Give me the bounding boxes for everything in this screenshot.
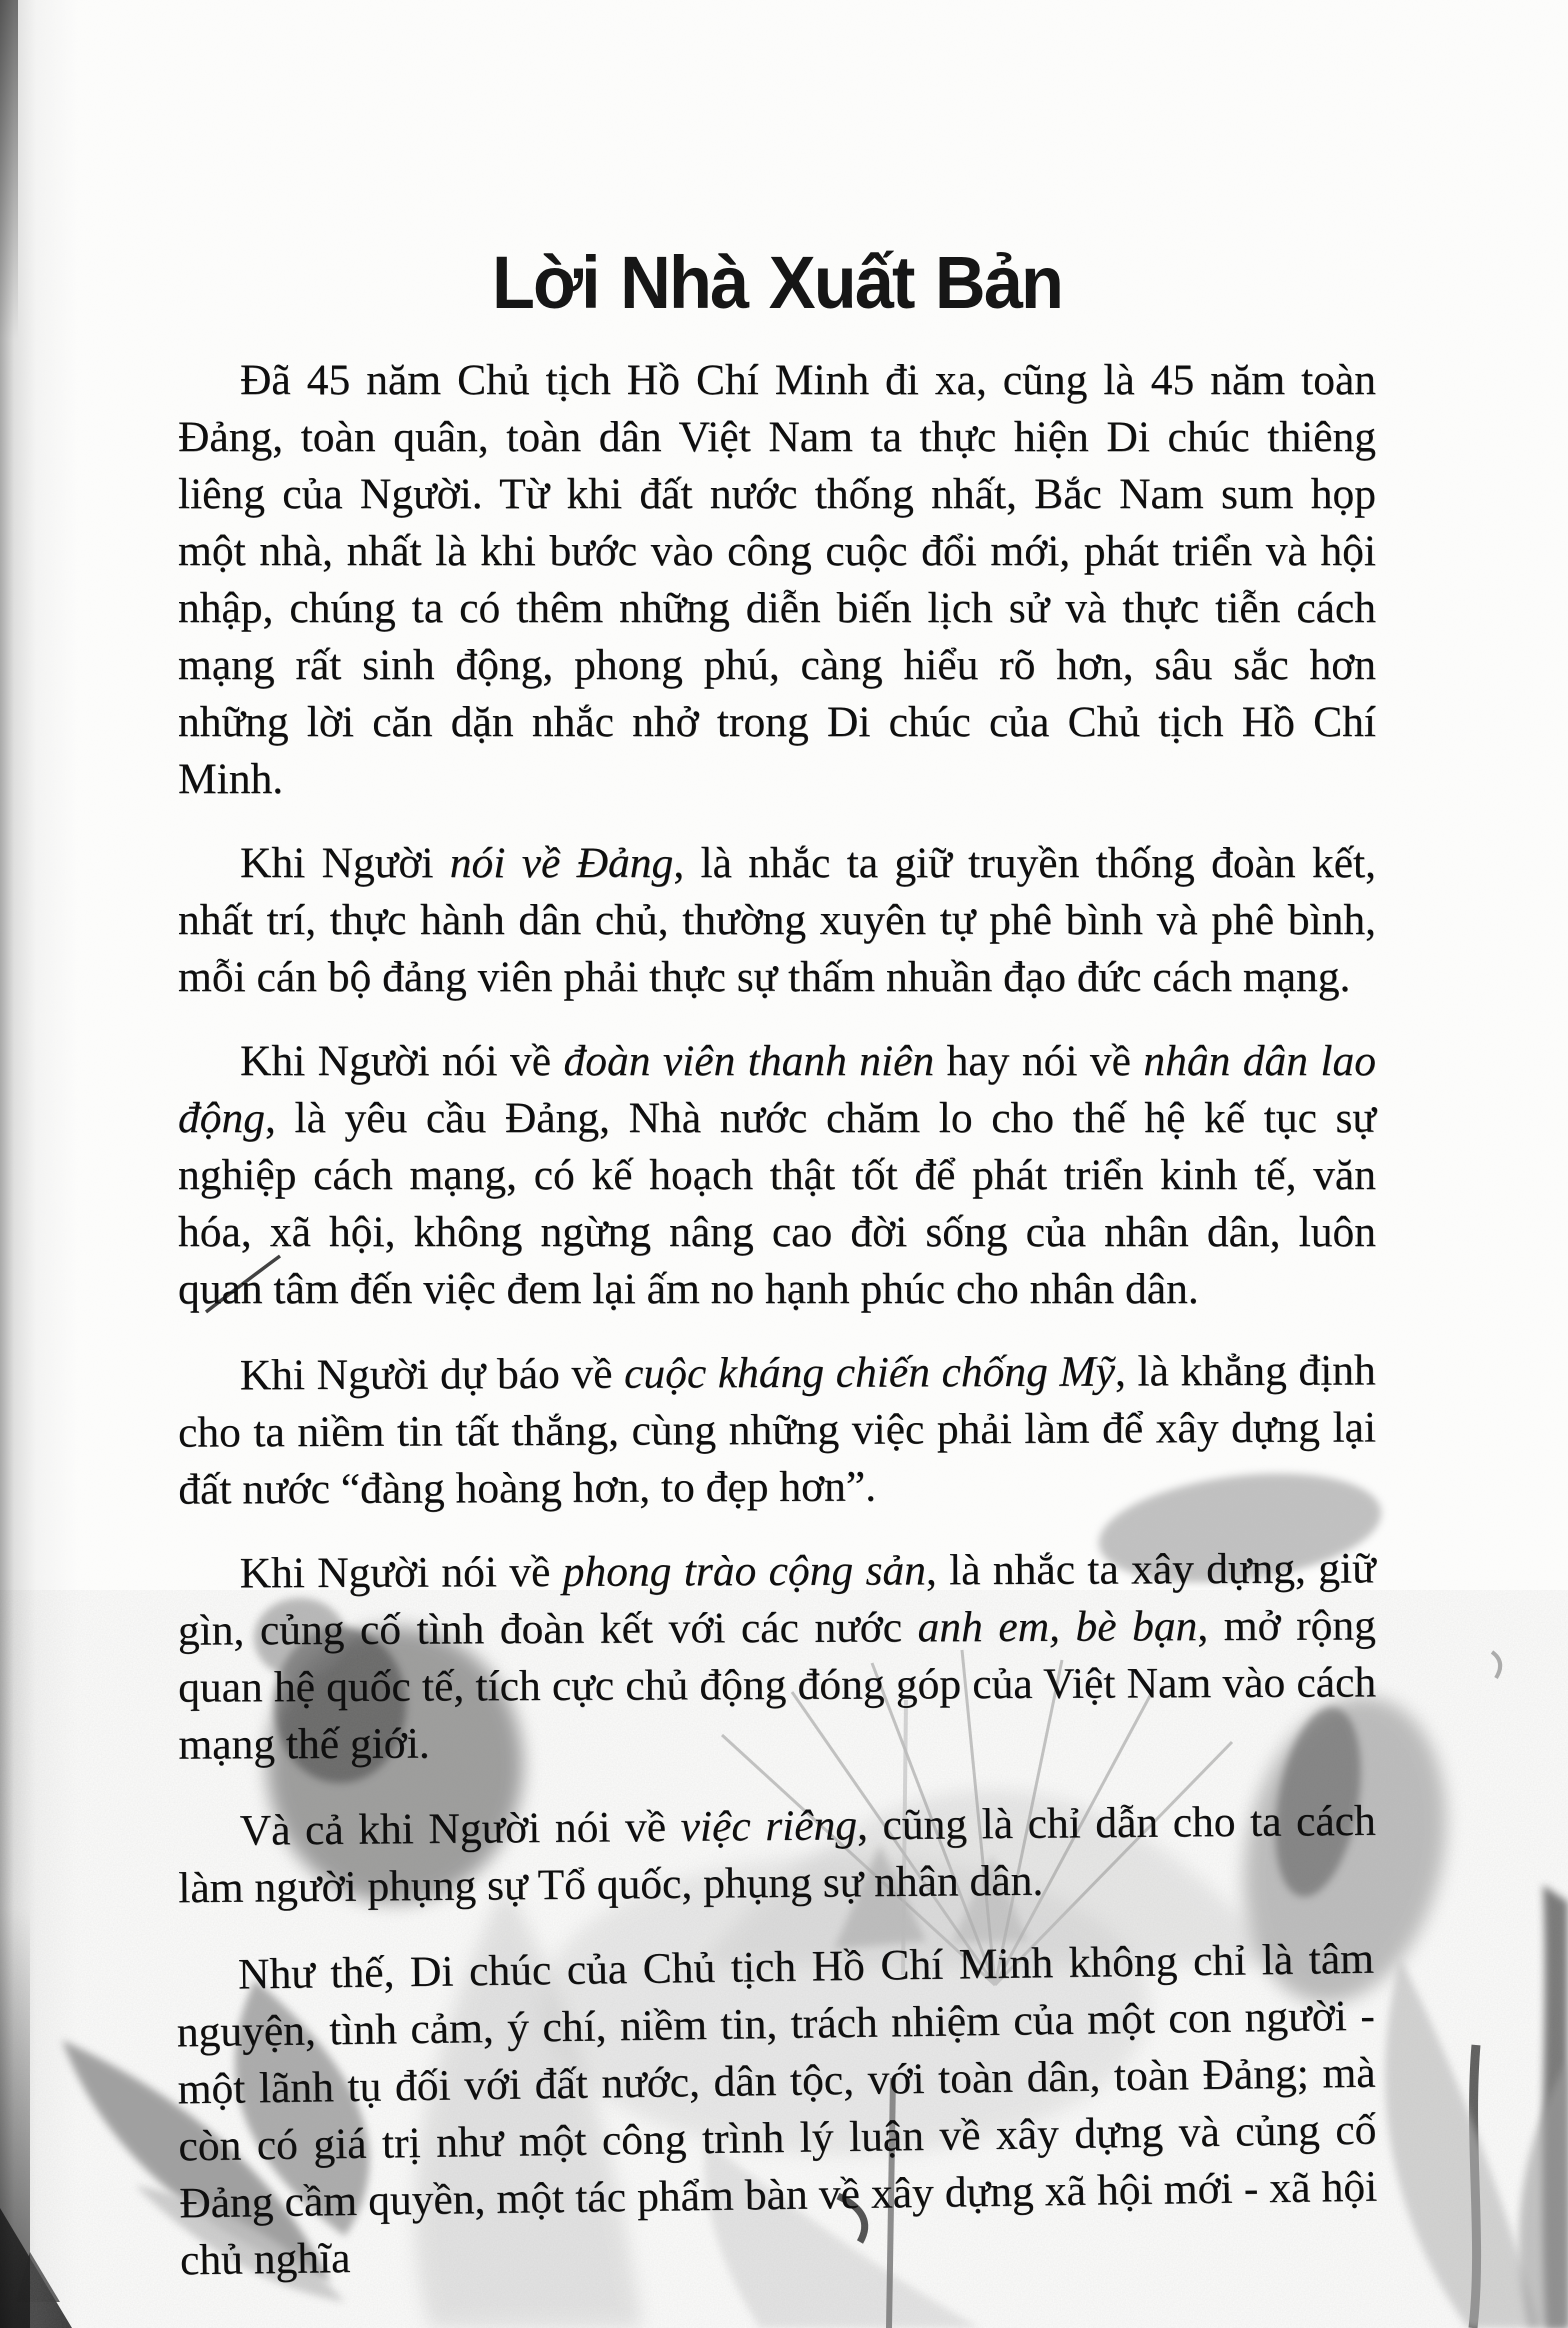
paragraph-5 [178,1540,1377,1773]
paragraph-text: Khi Người dự báo về [239,1349,625,1400]
paragraph-text: Như thế, Di chúc của Chủ tịch Hồ Chí Minh không chỉ là tâm nguyện, tình cảm, ý chí, niềm tin, trách nhiệm của một con người - một lãnh tụ đối với đất nước, dân tộc, với toàn dân, toàn Đảng; mà còn có giá trị như một công trình lý luận về xây dựng và củng cố Đảng cầm quyền, một tác phẩm bàn về xây dựng xã hội mới - xã hội chủ nghĩa [176,1934,1378,2285]
paragraph-7 [176,1931,1379,2290]
paragraph-text: Và cả khi Người nói về [239,1802,681,1855]
paragraph-text: , là nhắc ta xây dựng, giữ gìn, củng cố tình đoàn kết với các nước [177,1544,1376,1655]
paragraph-text: Khi Người nói về [239,1547,563,1598]
paragraph-text: , là yêu cầu Đảng, Nhà nước chăm lo cho thế hệ kế tục sự nghiệp cách mạng, có kế hoạch thật tốt để phát triển kinh tế, văn hóa, xã hội, không ngừng nâng cao đời sống của nhân dân, luôn quan tâm đến việc đem lại ấm no hạnh phúc cho nhân dân. [178,1094,1376,1313]
paragraph-text: Khi Người [240,839,450,887]
paragraph-text: Đã 45 năm Chủ tịch Hồ Chí Minh đi xa, cũng là 45 năm toàn Đảng, toàn quân, toàn dân Việt Nam ta thực hiện Di chúc thiêng liêng của Người. Từ khi đất nước thống nhất, Bắc Nam sum họp một nhà, nhất là khi bước vào công cuộc đổi mới, phát triển và hội nhập, chúng ta có thêm những diễn biến lịch sử và thực tiễn cách mạng rất sinh động, phong phú, càng hiểu rõ hơn, sâu sắc hơn những lời căn dặn nhắc nhở trong Di chúc của Chủ tịch Hồ Chí Minh. [178,356,1376,803]
paragraph-text: , là khẳng định cho ta niềm tin tất thắng, cùng những việc phải làm để xây dựng lại đất nước “đàng hoàng hơn, to đẹp hơn”. [177,1346,1377,1514]
emphasis-text: việc riêng [680,1801,858,1851]
paragraph-2 [178,835,1376,1006]
paragraph-text: hay nói về [934,1037,1144,1085]
paragraph-text: , mở rộng quan hệ quốc tế, tích cực chủ động đóng góp của Việt Nam vào cách mạng thế giới. [178,1601,1377,1769]
paragraph-text: Khi Người nói về [240,1037,564,1085]
page-title: Lời Nhà Xuất Bản [491,241,1062,324]
paragraph-text: , là nhắc ta giữ truyền thống đoàn kết, nhất trí, thực hành dân chủ, thường xuyên tự phê bình và phê bình, mỗi cán bộ đảng viên phải thực sự thấm nhuần đạo đức cách mạng. [178,839,1376,1001]
emphasis-text: đoàn viên thanh niên [563,1037,935,1085]
emphasis-text: nhân dân lao động [178,1037,1376,1142]
page-content [178,240,1376,2308]
emphasis-text: phong trào cộng sản [562,1546,927,1596]
emphasis-text: nói về Đảng [449,839,674,887]
emphasis-text: cuộc kháng chiến chống Mỹ [623,1347,1116,1398]
paragraph-1 [178,352,1376,808]
paragraph-6 [178,1793,1377,1917]
paragraph-4 [178,1342,1377,1518]
emphasis-text: anh em, bè bạn [917,1602,1198,1652]
paragraph-3 [178,1033,1376,1318]
paragraph-text: , cũng là chỉ dẫn cho ta cách làm người phụng sự Tổ quốc, phụng sự nhân dân. [178,1796,1376,1913]
